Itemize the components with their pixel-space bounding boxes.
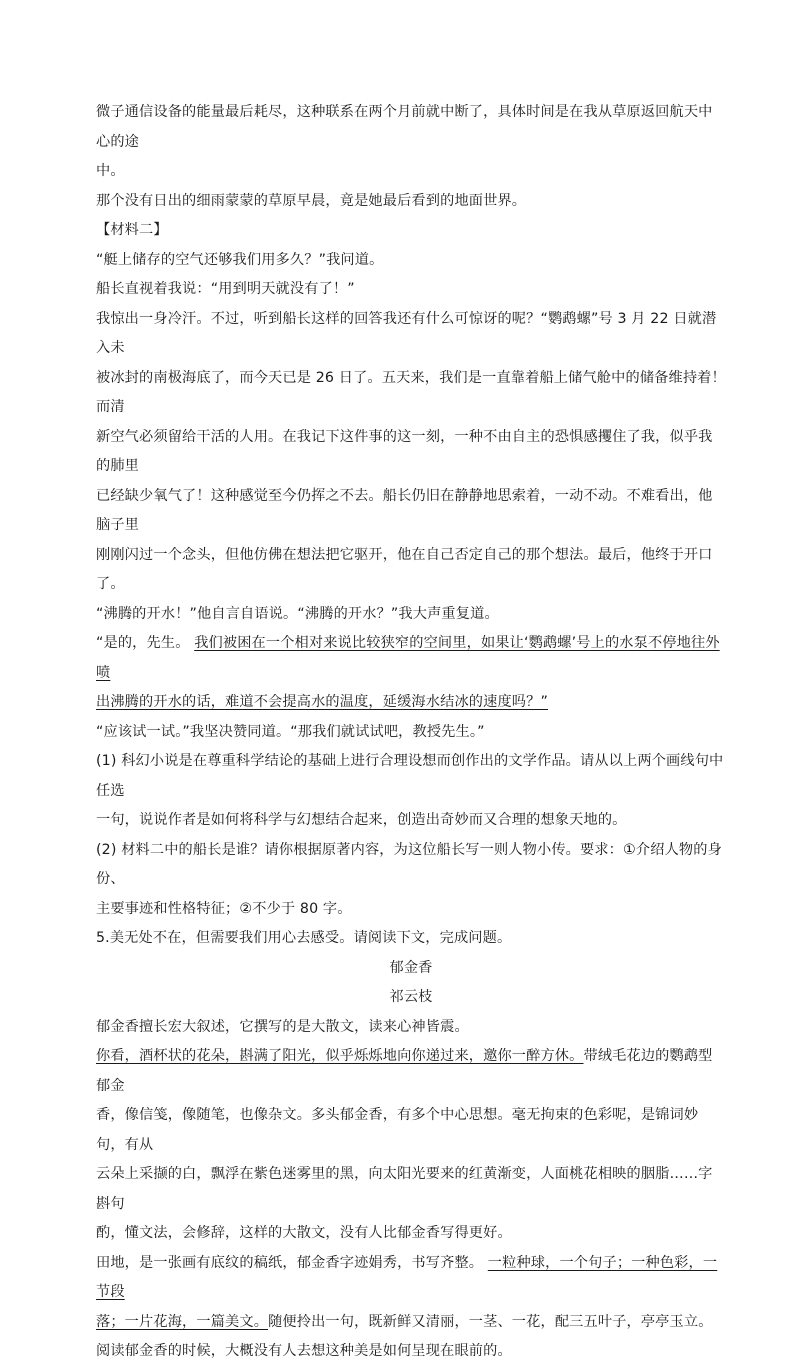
underlined-sentence: 落；一片花海，一篇美文。 [96, 1313, 269, 1330]
text-line: 中。 [96, 163, 125, 179]
document-body [96, 98, 726, 1367]
text-line: “艇上储存的空气还够我们用多久？”我问道。 [96, 251, 384, 268]
text-line [96, 1249, 726, 1308]
question-line: 主要事迹和性格特征；②不少于 80 字。 [96, 900, 352, 917]
section-heading: 【材料二】 [96, 222, 168, 238]
text-line: 我惊出一身冷汗。不过，听到船长这样的回答我还有什么可惊讶的呢？“鹦鹉螺”号 3 月 22 日就潜入未 [96, 310, 717, 356]
essay-author: 祁云枝 [389, 989, 433, 1005]
text-segment: “是的，先生。 [96, 635, 195, 651]
text-line: 云朵上采撷的白，飘浮在紫色迷雾里的黑，向太阳光要来的红黄渐变，人面桃花相映的胭脂……字斟句 [96, 1166, 713, 1212]
text-line: 刚刚闪过一个念头，但他仿佛在想法把它驱开，他在自己否定自己的那个想法。最后，他终于开口了。 [96, 546, 713, 592]
question-line: 5.美无处不在，但需要我们用心去感受。请阅读下文，完成问题。 [96, 930, 512, 946]
text-line [96, 688, 726, 718]
text-line [96, 629, 726, 688]
text-line: 船长直视着我说：“用到明天就没有了！” [96, 281, 355, 297]
text-segment: 随便拎出一句，既新鲜又清丽，一茎、一花，配三五叶子，亭亭玉立。 [268, 1313, 713, 1330]
text-line: 新空气必须留给干活的人用。在我记下这件事的这一刻，一种不由自主的恐惧感攫住了我，似乎我的肺里 [96, 428, 713, 474]
underlined-sentence: 你看，酒杯状的花朵，斟满了阳光，似乎烁烁地向你递过来，邀你一醉方休。 [96, 1048, 584, 1064]
text-segment: 田地，是一张画有底纹的稿纸，郁金香字迹娟秀，书写齐整。 [96, 1254, 488, 1271]
essay-title: 郁金香 [389, 959, 433, 976]
text-line: 阅读郁金香的时候，大概没有人去想这种美是如何呈现在眼前的。 [96, 1343, 512, 1359]
text-line: 那个没有日出的细雨蒙蒙的草原早晨，竟是她最后看到的地面世界。 [96, 192, 527, 209]
text-segment: 带绒毛花边的鹦鹉型郁金 [96, 1048, 713, 1094]
text-line [96, 1308, 726, 1338]
text-line: 郁金香擅长宏大叙述，它撰写的是大散文，读来心神皆震。 [96, 1018, 469, 1035]
text-line: 微子通信设备的能量最后耗尽，这种联系在两个月前就中断了，具体时间是在我从草原返回航天中心的途 [96, 104, 713, 150]
text-line: 香，像信笺，像随笔，也像杂文。多头郁金香，有多个中心思想。毫无拘束的色彩呢，是锦词妙句，有从 [96, 1107, 699, 1153]
text-line: 被冰封的南极海底了，而今天已是 26 日了。五天来，我们是一直靠着船上储气舱中的储备维持着！而清 [96, 369, 726, 415]
question-line: (2) 材料二中的船长是谁？请你根据原著内容，为这位船长写一则人物小传。要求：①介绍人物的身份、 [96, 841, 722, 887]
text-line: 酌，懂文法，会修辞，这样的大散文，没有人比郁金香写得更好。 [96, 1225, 512, 1241]
question-line: 一句，说说作者是如何将科学与幻想结合起来，创造出奇妙而又合理的想象天地的。 [96, 812, 627, 828]
question-line: (1) 科幻小说是在尊重科学结论的基础上进行合理设想而创作出的文学作品。请从以上两个画线句中任选 [96, 753, 724, 799]
underlined-sentence: 一粒种球，一个句子；一种色彩，一节段 [96, 1254, 718, 1300]
underlined-sentence: 我们被困在一个相对来说比较狭窄的空间里，如果让‘鹦鹉螺’号上的水泵不停地往外喷 [96, 635, 720, 681]
text-line [96, 1042, 726, 1101]
text-line: “沸腾的开水！”他自言自语说。“沸腾的开水？”我大声重复道。 [96, 605, 499, 622]
underlined-sentence: 出沸腾的开水的话，难道不会提高水的温度，延缓海水结冰的速度吗？” [96, 694, 548, 710]
text-line: “应该试一试。”我坚决赞同道。“那我们就试试吧，教授先生。” [96, 723, 485, 740]
text-line: 已经缺少氧气了！这种感觉至今仍挥之不去。船长仍旧在静静地思索着，一动不动。不难看出，他脑子里 [96, 487, 713, 533]
